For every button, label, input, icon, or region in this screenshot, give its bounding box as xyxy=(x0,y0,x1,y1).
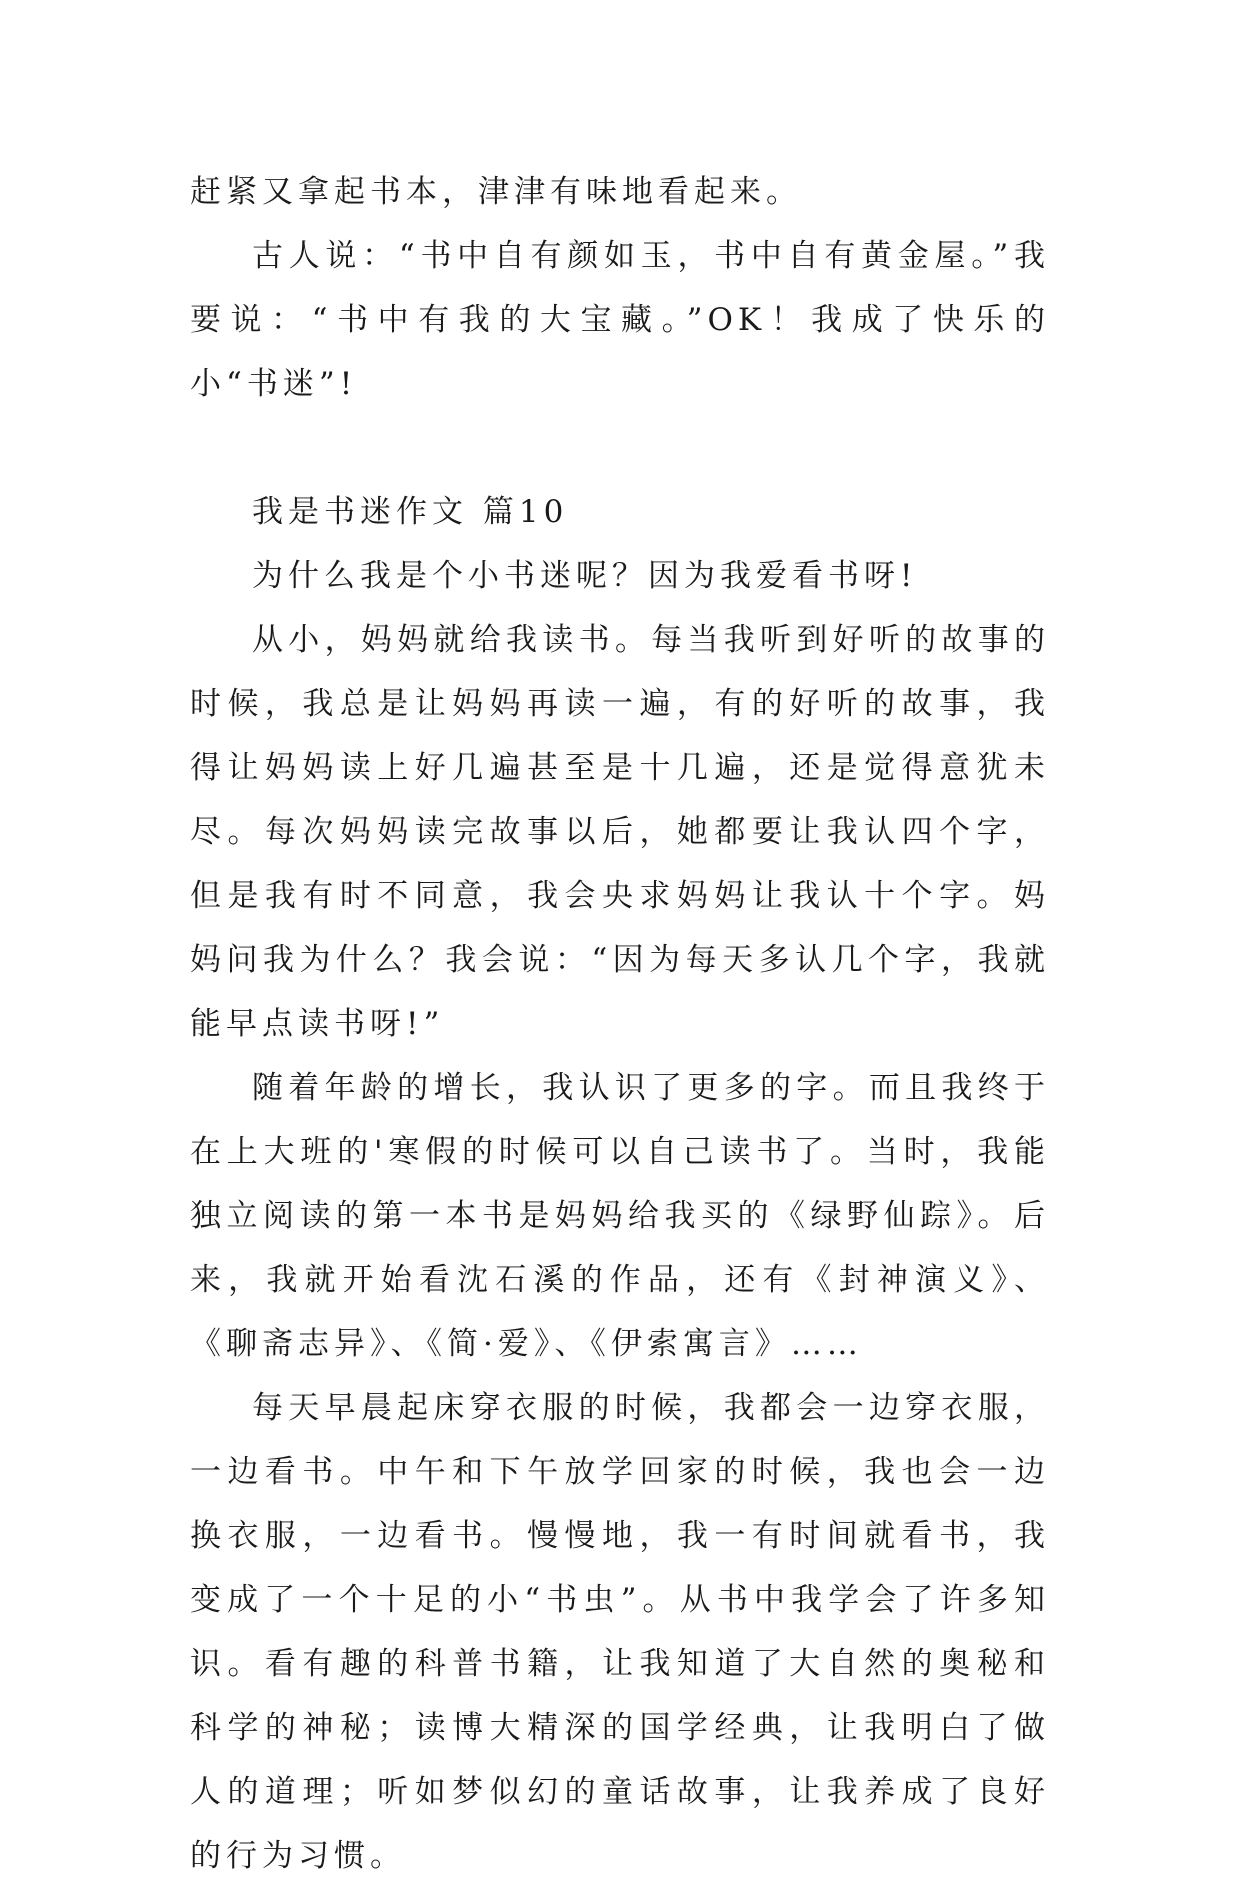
paragraph-daily-reading: 每天早晨起床穿衣服的时候，我都会一边穿衣服，一边看书。中午和下午放学回家的时候，我也会一边换衣服，一边看书。慢慢地，我一有时间就看书，我变成了一个十足的小“书虫”。从书中我学会了许多知识。看有趣的科普书籍，让我知道了大自然的奥秘和科学的神秘；读博大精深的国学经典，让我明白了做人的道理；听如梦似幻的童话故事，让我养成了良好的行为习惯。 xyxy=(190,1390,1050,1874)
section-spacer xyxy=(190,416,1050,480)
paragraph-childhood: 从小，妈妈就给我读书。每当我听到好听的故事的时候，我总是让妈妈再读一遍，有的好听的故事，我得让妈妈读上好几遍甚至是十几遍，还是觉得意犹未尽。每次妈妈读完故事以后，她都要让我认四个字，但是我有时不同意，我会央求妈妈让我认十个字。妈妈问我为什么？我会说：“因为每天多认几个字，我就能早点读书呀!” xyxy=(190,622,1050,1042)
document-body xyxy=(190,160,1050,1888)
paragraph-growth: 随着年龄的增长，我认识了更多的字。而且我终于在上大班的'寒假的时候可以自己读书了。当时，我能独立阅读的第一本书是妈妈给我买的《绿野仙踪》。后来，我就开始看沈石溪的作品，还有《封神演义》、《聊斋志异》、《简·爱》、《伊索寓言》…… xyxy=(190,1070,1050,1362)
paragraph-intro: 为什么我是个小书迷呢？因为我爱看书呀! xyxy=(252,558,918,594)
paragraph-continuation: 赶紧又拿起书本，津津有味地看起来。 xyxy=(190,174,802,210)
section-heading: 我是书迷作文 篇10 xyxy=(252,494,569,530)
paragraph-quote: 古人说：“书中自有颜如玉，书中自有黄金屋。”我要说：“书中有我的大宝藏。”OK！我成了快乐的小“书迷”! xyxy=(190,238,1050,402)
